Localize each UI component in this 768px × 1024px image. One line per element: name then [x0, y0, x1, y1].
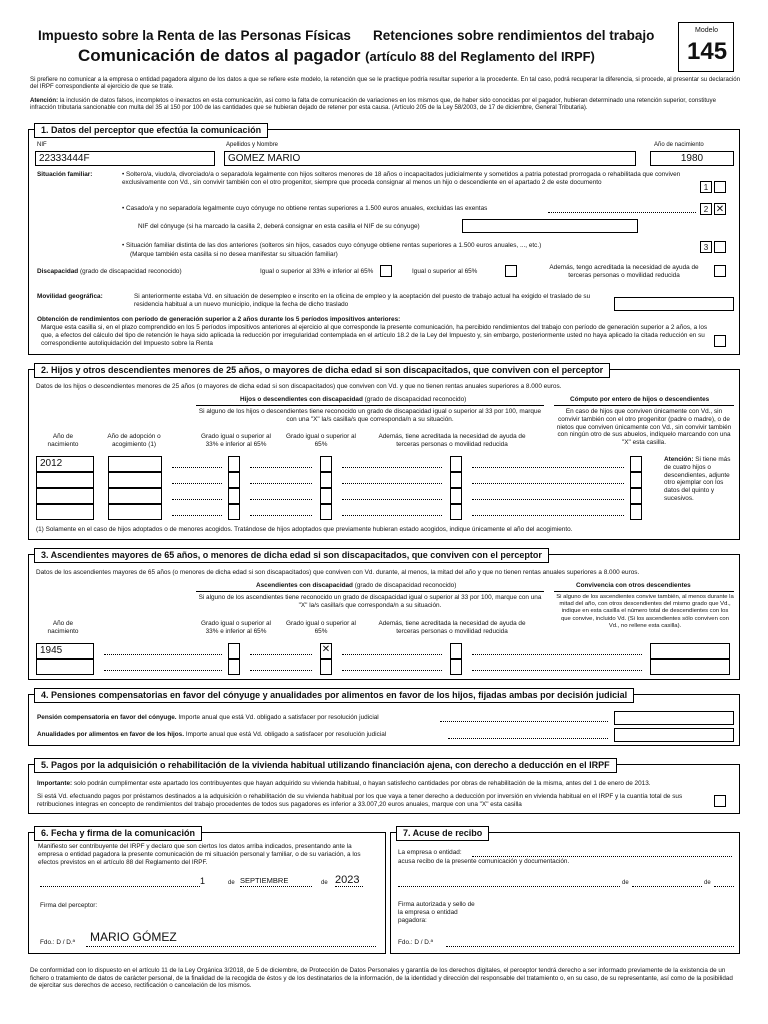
dotted-leader: [714, 886, 734, 887]
situation-3-subtext: (Marque también esta casilla si no desea manifestar su situación familiar): [130, 251, 338, 258]
child-4-birth-year[interactable]: [36, 504, 94, 520]
section-3-title: 3. Ascendientes mayores de 65 años, o menores de dicha edad si son discapacitados, que conviven con el perceptor: [34, 548, 549, 563]
ascendant-2-grade-33-checkbox[interactable]: [228, 659, 240, 675]
dotted-leader: [342, 670, 442, 671]
dotted-leader: [250, 670, 312, 671]
ascendant-2-coexistence-field[interactable]: [650, 659, 730, 675]
dotted-leader: [398, 886, 620, 887]
child-2-full-checkbox[interactable]: [630, 472, 642, 488]
dotted-leader: [440, 721, 608, 722]
dotted-leader: [448, 738, 608, 739]
situation-3-number: 3: [700, 241, 712, 253]
ascendant-1-grade-33-checkbox[interactable]: [228, 643, 240, 659]
divider: [196, 405, 544, 406]
dotted-leader: [342, 515, 442, 516]
birth-year-label: Año de nacimiento: [654, 142, 704, 148]
ascendant-1-birth-year[interactable]: 1945: [36, 643, 94, 659]
situation-1-checkbox[interactable]: [714, 181, 726, 193]
signature-label: Firma del perceptor:: [40, 902, 98, 909]
name-field[interactable]: GOMEZ MARIO: [224, 151, 636, 166]
child-3-adoption-year[interactable]: [108, 488, 162, 504]
col-adoption-year: Año de adopción o acogimiento (1): [107, 433, 161, 448]
irregular-income-title: Obtención de rendimientos con período de generación superior a 2 años durante los 5 períodos impositivos anteriores:: [37, 316, 401, 323]
col-birth-year: Año de nacimiento: [47, 620, 79, 635]
dotted-leader: [250, 467, 312, 468]
spouse-nif-label: NIF del cónyuge (si ha marcado la casilla 2, deberá consignar en esta casilla el NIF de su cónyuge): [138, 223, 420, 230]
col-assistance: Además, tiene acreditada la necesidad de ayuda de terceras personas o movilidad reducida: [378, 620, 526, 635]
child-1-assistance-checkbox[interactable]: [450, 456, 462, 472]
dotted-leader: [446, 946, 734, 947]
disabled-ascendants-header: Ascendientes con discapacidad (grado de discapacidad reconocido): [256, 582, 457, 589]
dotted-leader: [472, 483, 624, 484]
full-computation-note: En caso de hijos que conviven únicamente con Vd., sin convivir también con el otro progenitor (padre o madre), o de nietos que conviven únicamente con Vd., sin convivir también con ningún otro de sus abuelos, indíquelo marcando con una "X" esta casilla.: [556, 408, 732, 447]
situation-1-text: • Soltero/a, viudo/a, divorciado/a o separado/a legalmente con hijos solteros menores de 18 años o incapacitados judicialmente y sometidos a patria potestad prorrogada o rehabilitada que conviven exclusivamente con Vd., sin convivir también con el otro progenitor, siempre que proceda consignar al menos un hijo o descendiente en el apartado 2 de este documento: [122, 171, 681, 186]
disability-label: Discapacidad (grado de discapacidad reconocido): [37, 268, 182, 275]
ascendant-2-assistance-checkbox[interactable]: [450, 659, 462, 675]
receipt-de-2: de: [704, 880, 711, 886]
disability-option-b: Igual o superior al 65%: [412, 268, 478, 275]
child-1-grade-65-checkbox[interactable]: [320, 456, 332, 472]
child-3-full-checkbox[interactable]: [630, 488, 642, 504]
child-2-grade-33-checkbox[interactable]: [228, 472, 240, 488]
authorized-signature-label: Firma autorizada y sello de la empresa o entidad pagadora:: [398, 901, 475, 924]
nif-field[interactable]: 22333444F: [35, 151, 215, 166]
receiver-label: Fdo.: D / D.ª: [398, 939, 434, 946]
family-situation-label: Situación familiar:: [37, 171, 93, 178]
children-attention-note: Atención: Si tiene más de cuatro hijos o descendientes, adjunte otro ejemplar con los datos del quinto y sucesivos.: [664, 456, 731, 503]
declaration-text: Manifiesto ser contribuyente del IRPF y declaro que son ciertos los datos arriba indicados, presentando ante la empresa o entidad pagadora la presente comunicación de mi situación personal y familiar, o de su variación, a los efectos previstos en el artículo 88 del Reglamento del IRPF.: [38, 843, 361, 866]
housing-text: Si está Vd. efectuando pagos por préstamos destinados a la adquisición o rehabilitación de su vivienda habitual por los que vaya a tener derecho a deducción por inversión en vivienda habitual en el IRPF y la cuantía total de sus retribuciones íntegras en concepto de rendimientos del trabajo procedentes de todos sus pagadores es inferior a 33.007,20 euros anuales, marque con una "X" esta casilla: [37, 793, 683, 808]
dotted-leader: [172, 467, 222, 468]
irregular-income-checkbox[interactable]: [714, 335, 726, 347]
ascendant-1-assistance-checkbox[interactable]: [450, 643, 462, 659]
dotted-leader: [342, 467, 442, 468]
col-grade-65: Grado igual o superior al 65%: [286, 620, 356, 635]
date-de-2: de: [321, 880, 328, 886]
alimony-amount-field[interactable]: [614, 728, 734, 742]
pension-amount-field[interactable]: [614, 711, 734, 725]
dotted-leader: [548, 212, 696, 213]
section-2-footnote: (1) Solamente en el caso de hijos adoptados o de menores acogidos. Tratándose de hijos adoptados que previamente hubieran estado acogidos, indique únicamente el año del acogimiento.: [36, 526, 573, 533]
child-2-birth-year[interactable]: [36, 472, 94, 488]
date-de-1: de: [228, 880, 235, 886]
child-2-adoption-year[interactable]: [108, 472, 162, 488]
col-grade-33: Grado igual o superior al 33% e inferior al 65%: [201, 620, 271, 635]
col-birth-year: Año de nacimiento: [47, 433, 79, 448]
child-2-assistance-checkbox[interactable]: [450, 472, 462, 488]
birth-year-field[interactable]: 1980: [650, 151, 734, 166]
name-label: Apellidos y Nombre: [226, 142, 279, 148]
divider: [196, 591, 544, 592]
child-2-grade-65-checkbox[interactable]: [320, 472, 332, 488]
dotted-leader: [250, 483, 312, 484]
disability-c-checkbox[interactable]: [714, 265, 726, 277]
mobility-label: Movilidad geográfica:: [37, 293, 103, 300]
housing-checkbox[interactable]: [714, 795, 726, 807]
mobility-date-field[interactable]: [614, 297, 734, 311]
pension-label: Pensión compensatoria en favor del cónyuge. Importe anual que está Vd. obligado a satisfacer por resolución judicial: [37, 714, 379, 721]
disability-option-c: Además, tengo acreditada la necesidad de ayuda de terceras personas o movilidad reducida: [549, 264, 699, 279]
modelo-label: Modelo: [695, 27, 718, 34]
section-3-intro: Datos de los ascendientes mayores de 65 años (o menores de dicha edad si son discapacitados) que conviven con Vd. durante, al menos, la mitad del año y que no tienen rentas anuales superiores a 8.000 euros.: [36, 569, 640, 576]
child-4-grade-33-checkbox[interactable]: [228, 504, 240, 520]
ascendant-1-grade-65-checkbox[interactable]: ✕: [320, 643, 332, 659]
dotted-leader: [342, 654, 442, 655]
sign-month: SEPTIEMBRE: [240, 876, 289, 885]
disabled-ascendants-note: Si alguno de los ascendientes tiene reconocido un grado de discapacidad igual o superior al 33 por 100, marque con una "X" la/s casilla/s que corresponda/n a su situación.: [198, 594, 542, 609]
child-4-adoption-year[interactable]: [108, 504, 162, 520]
modelo-box: [678, 22, 734, 72]
disabled-children-note: Si alguno de los hijos o descendientes tiene reconocido un grado de discapacidad igual o superior al 33 por 100, marque con una "X" la/s casilla/s que corresponda/n a su situación.: [198, 408, 542, 423]
child-1-adoption-year[interactable]: [108, 456, 162, 472]
alimony-label: Anualidades por alimentos en favor de los hijos. Importe anual que está Vd. obligado a satisfacer por resolución judicial: [37, 731, 387, 738]
child-1-birth-year[interactable]: 2012: [36, 456, 94, 472]
housing-important-note: Importante: solo podrán cumplimentar este apartado los contribuyentes que hayan adquirido su vivienda habitual, o hayan satisfecho cantidades por obras de rehabilitación de la misma, antes del 1 de enero de 2013.: [37, 780, 651, 787]
tax-title: Impuesto sobre la Renta de las Personas Físicas: [38, 28, 351, 43]
child-4-full-checkbox[interactable]: [630, 504, 642, 520]
ascendant-2-birth-year[interactable]: [36, 659, 94, 675]
dotted-leader: [472, 467, 624, 468]
section-7-title: 7. Acuse de recibo: [396, 826, 489, 841]
dotted-leader: [342, 499, 442, 500]
child-3-grade-65-checkbox[interactable]: [320, 488, 332, 504]
col-grade-65: Grado igual o superior al 65%: [286, 433, 356, 448]
section-5-title: 5. Pagos por la adquisición o rehabilitación de la vivienda habitual utilizando financiación ajena, con derecho a deducción en el IRPF: [34, 758, 617, 773]
child-3-birth-year[interactable]: [36, 488, 94, 504]
nif-label: NIF: [37, 142, 47, 148]
dotted-leader: [250, 654, 312, 655]
col-grade-33: Grado igual o superior al 33% e inferior al 65%: [201, 433, 271, 448]
section-2-intro: Datos de los hijos o descendientes menores de 25 años (o mayores de dicha edad si son discapacitados) que conviven con Vd. y que no tienen rentas anuales superiores a 8.000 euros.: [36, 383, 562, 390]
full-computation-header: Cómputo por entero de hijos o descendientes: [570, 396, 710, 403]
dotted-leader: [472, 515, 624, 516]
sign-year: 2023: [335, 874, 360, 886]
dotted-leader: [472, 670, 642, 671]
dotted-leader: [172, 515, 222, 516]
situation-3-text: • Situación familiar distinta de las dos anteriores (solteros sin hijos, casados cuyo cónyuge obtiene rentas superiores a 1.500 euros anuales, ..., etc.): [122, 242, 542, 249]
dotted-leader: [240, 886, 312, 887]
coexistence-note: Si alguno de los ascendientes convive también, al menos durante la mitad del año, con otros descendientes del mismo grado que Vd., indique en esta casilla el número total de descendientes con los que convive, incluido Vd. (Si los ascendientes sólo conviven con Vd., no rellene esta casilla).: [556, 594, 734, 629]
irregular-income-text: Marque esta casilla si, en el plazo comprendido en los 5 períodos impositivos anteriores al ejercicio al que corresponde la presente comunicación, ha percibido rendimientos del trabajo con período de generación superior a 2 años, a los que, a efectos del cálculo del tipo de retención le haya sido aplicada la reducción por irregularidad contemplada en el artículo 18.2 de la Ley del Impuesto y, sin embargo, posteriormente usted no haya aplicado la citada reducción en su correspondiente autoliquidación del Impuesto sobre la Renta: [41, 324, 708, 347]
child-1-full-checkbox[interactable]: [630, 456, 642, 472]
child-4-grade-65-checkbox[interactable]: [320, 504, 332, 520]
child-3-assistance-checkbox[interactable]: [450, 488, 462, 504]
signer-label: Fdo.: D / D.ª: [40, 939, 76, 946]
dotted-leader: [40, 886, 200, 887]
divider: [554, 405, 734, 406]
coexistence-header: Convivencia con otros descendientes: [576, 582, 691, 589]
child-1-grade-33-checkbox[interactable]: [228, 456, 240, 472]
disability-a-checkbox[interactable]: [380, 265, 392, 277]
receipt-de-1: de: [622, 880, 629, 886]
privacy-footer: De conformidad con lo dispuesto en el artículo 11 de la Ley Orgánica 3/2018, de 5 de diciembre, de Protección de Datos Personales y garantía de los derechos digitales, el perceptor tendrá derecho a ser informado previamente de la existencia de un fichero o tratamiento de datos de carácter personal, de la finalidad de la recogida de éstos y de los destinatarios de la información, de la identidad y dirección del responsable del tratamiento o, en su caso, de su representante, así como de la posibilidad de ejercitar sus derechos de acceso, rectificación o cancelación de los mismos.: [30, 967, 733, 990]
col-assistance: Además, tiene acreditada la necesidad de ayuda de terceras personas o movilidad reducida: [378, 433, 526, 448]
ascendant-1-coexistence-field[interactable]: [650, 643, 730, 659]
situation-3-checkbox[interactable]: [714, 241, 726, 253]
situation-2-number: 2: [700, 203, 712, 215]
child-3-grade-33-checkbox[interactable]: [228, 488, 240, 504]
sign-day: 1: [200, 876, 206, 886]
dotted-leader: [86, 946, 376, 947]
dotted-leader: [104, 654, 222, 655]
modelo-number: 145: [687, 38, 728, 65]
disability-option-a: Igual o superior al 33% e inferior al 65%: [260, 268, 374, 275]
disability-b-checkbox[interactable]: [505, 265, 517, 277]
situation-2-checkbox[interactable]: ✕: [715, 204, 725, 215]
dotted-leader: [250, 499, 312, 500]
section-2-title: 2. Hijos y otros descendientes menores de 25 años, o mayores de dicha edad si son discapacitados, que conviven con el perceptor: [34, 363, 610, 378]
company-label: La empresa o entidad:: [398, 849, 462, 856]
dotted-leader: [342, 483, 442, 484]
child-4-assistance-checkbox[interactable]: [450, 504, 462, 520]
ascendant-2-grade-65-checkbox[interactable]: [320, 659, 332, 675]
dotted-leader: [472, 654, 642, 655]
signer-name: MARIO GÓMEZ: [90, 930, 177, 944]
dotted-leader: [472, 499, 624, 500]
receipt-text: acusa recibo de la presente comunicación y documentación.: [398, 858, 570, 865]
dotted-leader: [172, 483, 222, 484]
dotted-leader: [104, 670, 222, 671]
dotted-leader: [172, 499, 222, 500]
disabled-children-header: Hijos o descendientes con discapacidad (grado de discapacidad reconocido): [240, 396, 467, 403]
attention-paragraph: Atención: la inclusión de datos falsos, incompletos o inexactos en esta comunicación, así como la falta de comunicación de variaciones en los mismos que, de haber sido conocidas por el pagador, hubieran determinado una retención superior, constituye infracción tributaria sancionable con multa del 35 al 150 por 100 de las cantidades que se hubieran dejado de retener por esta causa. (Artículo 205 de la Ley 58/2003, de 17 de diciembre, General Tributaria).: [30, 97, 716, 112]
situation-2-text: • Casado/a y no separado/a legalmente cuyo cónyuge no obtiene rentas superiores a 1.500 euros anuales, excluidas las exentas: [122, 205, 488, 212]
section-1-title: 1. Datos del perceptor que efectúa la comunicación: [34, 123, 268, 138]
situation-1-number: 1: [700, 181, 712, 193]
section-4-title: 4. Pensiones compensatorias en favor del cónyuge y anualidades por alimentos en favor de los hijos, fijadas ambas por decisión judicial: [34, 688, 634, 703]
divider: [554, 591, 734, 592]
spouse-nif-field[interactable]: [462, 219, 638, 233]
dotted-leader: [250, 515, 312, 516]
intro-paragraph: Si prefiere no comunicar a la empresa o entidad pagadora alguno de los datos a que se refiere este modelo, la retención que se le practique podría resultar superior a la procedente. En tal caso, podrá recuperar la diferencia, si procede, al presentar su declaración del IRPF correspondiente al ejercicio de que se trate.: [30, 76, 741, 91]
dotted-leader: [632, 886, 702, 887]
section-6-title: 6. Fecha y firma de la comunicación: [34, 826, 202, 841]
retention-title: Retenciones sobre rendimientos del trabajo: [373, 28, 655, 43]
dotted-leader: [472, 856, 732, 857]
form-title: Comunicación de datos al pagador (artículo 88 del Reglamento del IRPF): [78, 46, 595, 65]
mobility-text: Si anteriormente estaba Vd. en situación de desempleo e inscrito en la oficina de empleo y la aceptación del puesto de trabajo actual ha exigido el traslado de su residencia habitual a un nuevo municipio, indique la fecha de dicho traslado: [134, 293, 591, 308]
dotted-leader: [335, 886, 363, 887]
